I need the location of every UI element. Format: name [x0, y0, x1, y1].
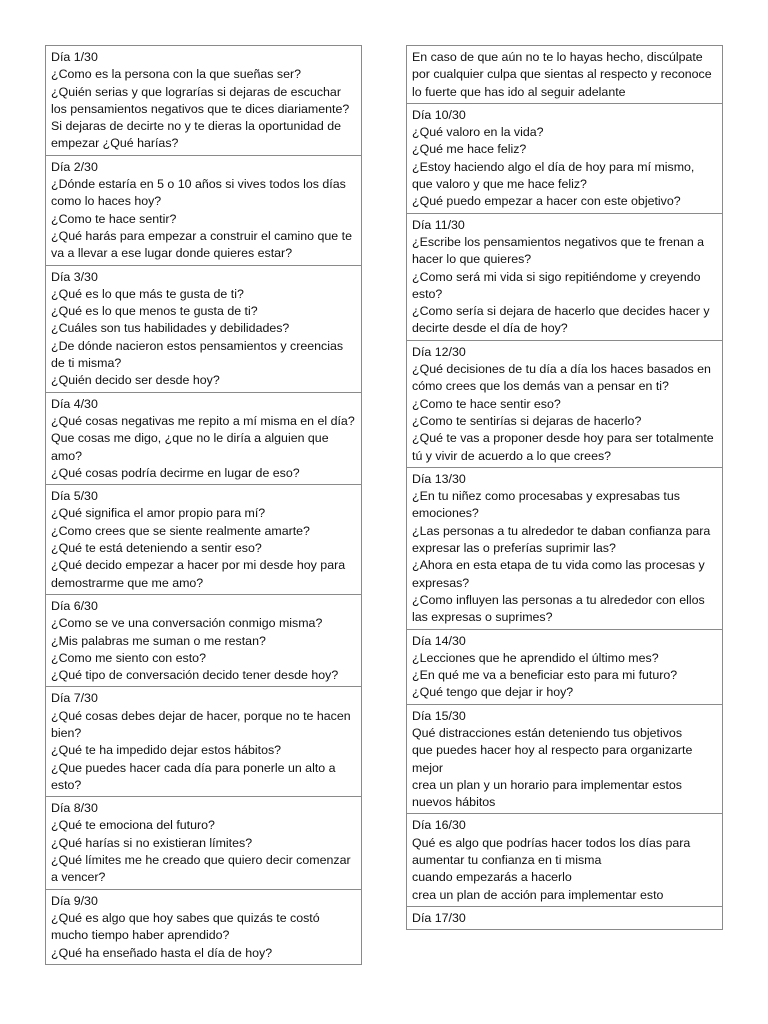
question-text: ¿Qué significa el amor propio para mí?: [51, 506, 266, 521]
question-text: ¿Qué valoro en la vida?: [412, 125, 544, 140]
question-text: ¿Como será mi vida si sigo repitiéndome y creyendo esto?: [412, 269, 701, 301]
day-box: [406, 704, 723, 815]
day-heading: Día 15/30: [412, 708, 466, 723]
day-box: [45, 594, 362, 687]
day-box: [45, 265, 362, 393]
question-text: ¿Como me siento con esto?: [51, 650, 206, 665]
question-text: ¿Como se ve una conversación conmigo misma?: [51, 616, 323, 631]
day-box: [45, 155, 362, 266]
question-text: ¿Qué es algo que hoy sabes que quizás te costó mucho tiempo haber aprendido?: [51, 910, 320, 943]
question-text: ¿Estoy haciendo algo el día de hoy para mí mismo, que valoro y que me hace feliz?: [412, 159, 695, 192]
question-text: ¿Qué es lo que menos te gusta de ti?: [51, 304, 258, 319]
day-box: [45, 45, 362, 156]
question-text: En caso de que aún no te lo hayas hecho, discúlpate por cualquier culpa que sientas al respecto y reconoce lo fuerte que has ido al seguir adelante: [412, 50, 712, 99]
question-text: ¿Como te hace sentir?: [51, 211, 177, 226]
day-heading: Día 2/30: [51, 159, 98, 174]
day-heading: Día 1/30: [51, 50, 98, 64]
question-text: Qué es algo que podrías hacer todos los días para aumentar tu confianza en ti misma: [412, 835, 691, 868]
question-text: ¿En tu niñez como procesabas y expresabas tus emociones?: [412, 489, 680, 521]
day-heading: Día 17/30: [412, 910, 466, 925]
right-column: [406, 46, 723, 930]
day-box: [406, 629, 723, 705]
question-text: ¿Qué ha enseñado hasta el día de hoy?: [51, 945, 273, 960]
day-box: [406, 467, 723, 630]
question-text: ¿Las personas a tu alrededor te daban confianza para expresar las o preferías suprimir las?: [412, 523, 711, 556]
question-text: ¿Qué harás para empezar a construir el camino que te va a llevar a ese lugar donde quieres estar?: [51, 228, 352, 261]
day-heading: Día 8/30: [51, 801, 98, 816]
question-text: ¿Qué te vas a proponer desde hoy para ser totalmente tú y vivir de acuerdo a lo que crees?: [412, 431, 714, 463]
question-text: Que cosas me digo, ¿que no le diría a alguien que amo?: [51, 431, 329, 463]
question-text: ¿Como influyen las personas a tu alrededor con ellos las expresas o suprimes?: [412, 592, 705, 625]
question-text: cuando empezarás a hacerlo: [412, 870, 572, 885]
question-text: Qué distracciones están deteniendo tus objetivos: [412, 725, 683, 740]
day-box: [406, 213, 723, 341]
day-heading: Día 11/30: [412, 217, 465, 232]
day-heading: Día 3/30: [51, 269, 98, 284]
question-text: crea un plan de acción para implementar esto: [412, 887, 664, 902]
question-text: ¿Qué tipo de conversación decido tener desde hoy?: [51, 668, 339, 683]
day-heading: Día 4/30: [51, 396, 98, 411]
day-box: [45, 484, 362, 595]
day-box: [406, 813, 723, 906]
question-text: ¿Qué puedo empezar a hacer con este objetivo?: [412, 194, 681, 209]
question-text: ¿Como sería si dejara de hacerlo que decides hacer y decirte desde el día de hoy?: [412, 304, 710, 336]
question-text: ¿Qué es lo que más te gusta de ti?: [51, 286, 244, 301]
question-text: ¿De dónde nacieron estos pensamientos y creencias de ti misma?: [51, 338, 344, 371]
day-box: [45, 392, 362, 485]
left-column: [45, 46, 362, 965]
question-text: ¿Qué harías si no existieran límites?: [51, 835, 253, 850]
day-heading: Día 16/30: [412, 818, 466, 833]
question-text: ¿Como crees que se siente realmente amarte?: [51, 523, 310, 538]
question-text: ¿Lecciones que he aprendido el último mes?: [412, 650, 659, 665]
day-box: [45, 889, 362, 965]
question-text: ¿Qué tengo que dejar ir hoy?: [412, 685, 574, 700]
question-text: ¿Mis palabras me suman o me restan?: [51, 633, 266, 648]
day-box: [45, 796, 362, 889]
question-text: ¿Qué cosas podría decirme en lugar de eso?: [51, 465, 300, 480]
question-text: ¿Que puedes hacer cada día para ponerle un alto a esto?: [51, 760, 336, 792]
question-text: ¿Dónde estaría en 5 o 10 años si vives todos los días como lo haces hoy?: [51, 177, 346, 209]
question-text: ¿Qué cosas debes dejar de hacer, porque no te hacen bien?: [51, 708, 351, 740]
question-text: ¿Qué límites me he creado que quiero decir comenzar a vencer?: [51, 853, 351, 885]
day-heading: Día 13/30: [412, 471, 466, 486]
question-text: ¿En qué me va a beneficiar esto para mi futuro?: [412, 668, 678, 683]
question-text: ¿Qué me hace feliz?: [412, 142, 527, 157]
day-box: [406, 340, 723, 468]
question-text: ¿Qué cosas negativas me repito a mí misma en el día?: [51, 413, 355, 428]
day-heading: Día 14/30: [412, 633, 466, 648]
day-box: [406, 103, 723, 214]
day-heading: Día 5/30: [51, 489, 98, 504]
question-text: que puedes hacer hoy al respecto para organizarte mejor: [412, 743, 693, 775]
question-text: ¿Qué te ha impedido dejar estos hábitos?: [51, 743, 282, 758]
question-text: ¿Escribe los pensamientos negativos que te frenan a hacer lo que quieres?: [412, 234, 705, 267]
day-box: [406, 906, 723, 930]
question-text: crea un plan y un horario para implementar estos nuevos hábitos: [412, 777, 682, 810]
question-text: ¿Qué te está deteniendo a sentir eso?: [51, 541, 262, 556]
question-text: ¿Cuáles son tus habilidades y debilidades?: [51, 321, 290, 336]
question-text: ¿Qué decido empezar a hacer por mi desde hoy para demostrarme que me amo?: [51, 558, 346, 590]
question-text: ¿Quién decido ser desde hoy?: [51, 373, 220, 388]
day-heading: Día 12/30: [412, 344, 466, 359]
question-text: ¿Como te hace sentir eso?: [412, 396, 561, 411]
day-box: [45, 686, 362, 797]
day-heading: Día 10/30: [412, 107, 466, 122]
day-heading: Día 9/30: [51, 893, 98, 908]
question-text: ¿Qué decisiones de tu día a día los haces basados en cómo crees que los demás van a pensar en ti?: [412, 362, 711, 394]
question-text: ¿Como es la persona con la que sueñas ser?: [51, 67, 302, 82]
question-text: ¿Como te sentirías si dejaras de hacerlo?: [412, 413, 642, 428]
day-heading: Día 7/30: [51, 691, 98, 706]
question-text: ¿Qué te emociona del futuro?: [51, 818, 215, 833]
day-box: [406, 45, 723, 104]
day-heading: Día 6/30: [51, 598, 98, 613]
question-text: ¿Ahora en esta etapa de tu vida como las procesas y expresas?: [412, 558, 705, 590]
question-text: ¿Quién serias y que lograrías si dejaras de escuchar los pensamientos negativos que te dices diariamente?: [51, 84, 350, 116]
question-text: Si dejaras de decirte no y te dieras la oportunidad de empezar ¿Qué harías?: [51, 119, 341, 151]
